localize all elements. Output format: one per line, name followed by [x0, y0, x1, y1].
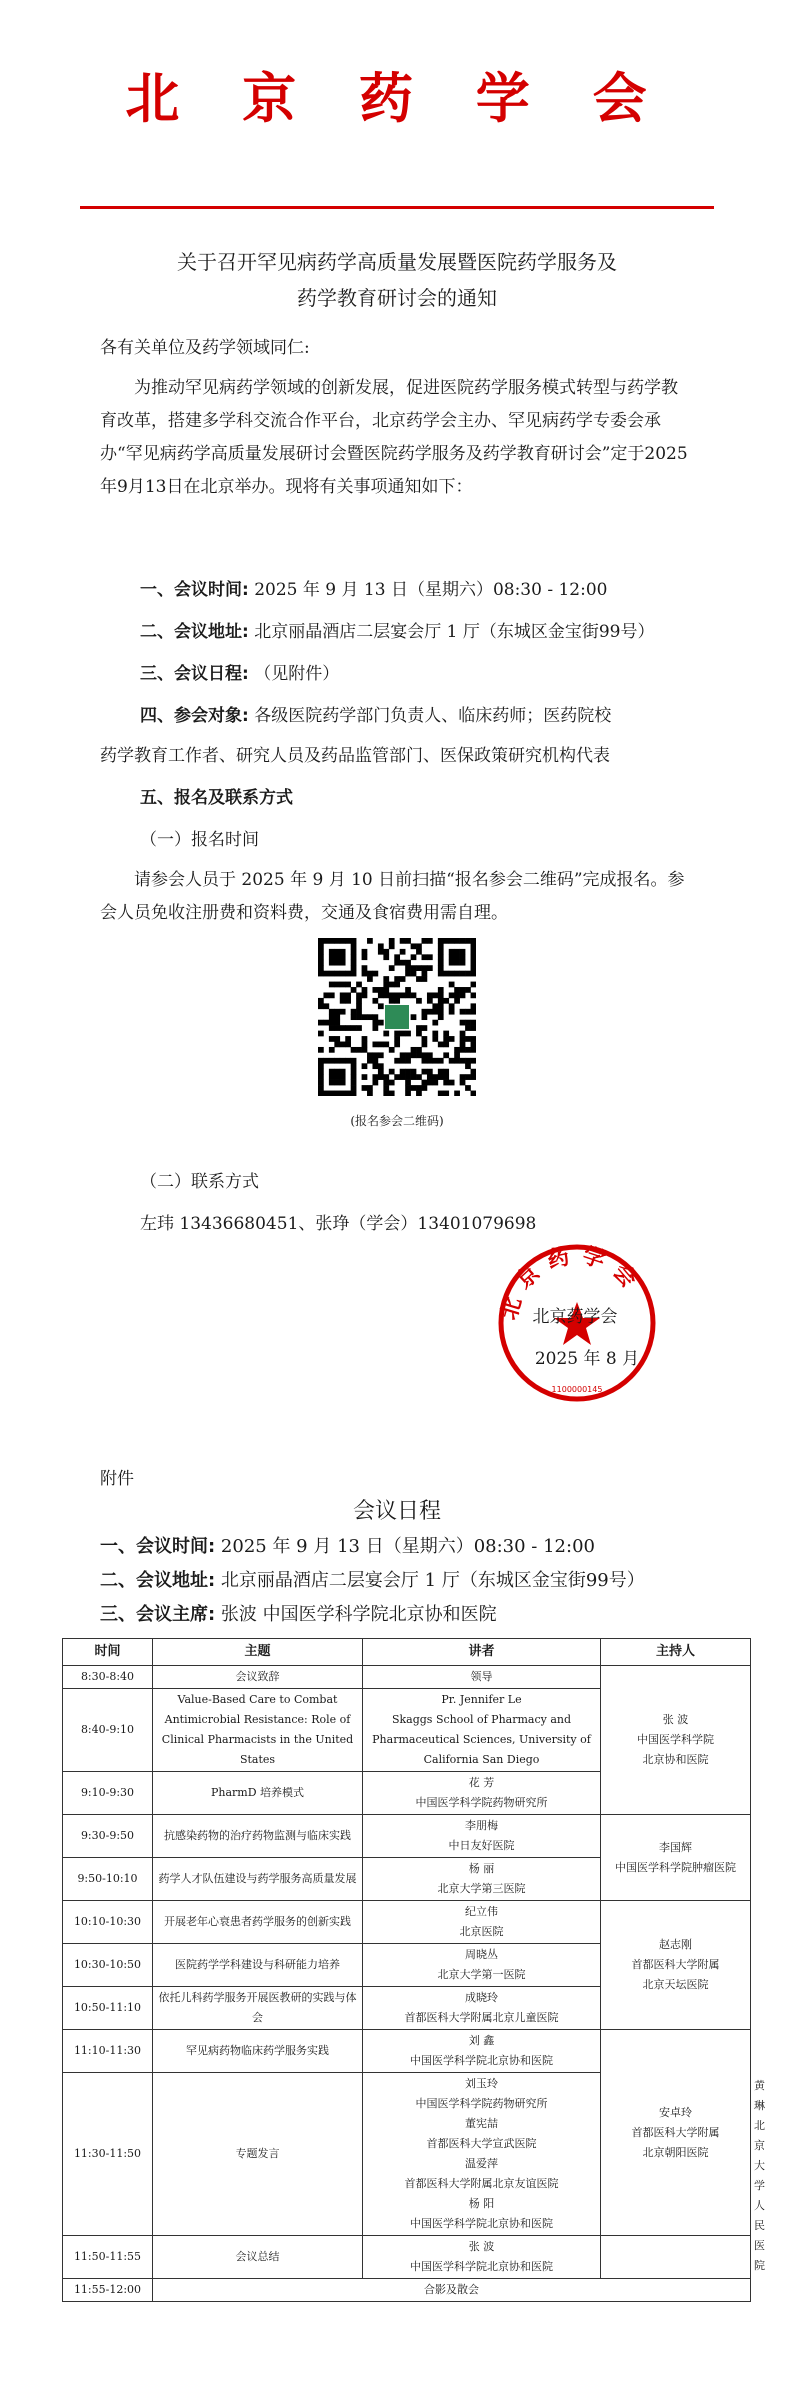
- cell-topic: 药学人才队伍建设与药学服务高质量发展: [153, 1858, 363, 1901]
- cell-topic: PharmD 培养模式: [153, 1772, 363, 1815]
- cell-topic: 合影及散会: [153, 2279, 751, 2302]
- item-value: （见附件）: [248, 664, 340, 684]
- cell-time: 8:30-8:40: [63, 1666, 153, 1689]
- cell-time: 8:40-9:10: [63, 1689, 153, 1772]
- cell-time: 10:50-11:10: [63, 1987, 153, 2030]
- red-divider: [80, 206, 714, 209]
- schedule-row: [63, 2030, 751, 2073]
- registration-qr-code[interactable]: [318, 938, 476, 1096]
- schedule-header-row: [63, 1639, 751, 1666]
- cell-time: 10:10-10:30: [63, 1901, 153, 1944]
- schedule-row: [63, 2279, 751, 2302]
- sub-contact: （二）联系方式: [140, 1172, 259, 1192]
- document-title: [80, 244, 714, 316]
- cell-speaker: 李朋梅 中日友好医院: [363, 1815, 601, 1858]
- document-title-line-2: 药学教育研讨会的通知: [297, 286, 497, 310]
- cell-time: 11:50-11:55: [63, 2236, 153, 2279]
- annex-meeting-chair: [100, 1600, 497, 1630]
- cell-topic: 开展老年心衰患者药学服务的创新实践: [153, 1901, 363, 1944]
- signature-org: 北京药学会: [532, 1307, 618, 1327]
- item-value: 各级医院药学部门负责人、临床药师；医药院校: [248, 706, 612, 726]
- cell-topic: 医院药学学科建设与科研能力培养: [153, 1944, 363, 1987]
- item-attendees-continued: 药学教育工作者、研究人员及药品监管部门、医保政策研究机构代表: [100, 746, 610, 766]
- cell-topic: 会议致辞: [153, 1666, 363, 1689]
- cell-time: 11:55-12:00: [63, 2279, 153, 2302]
- info-label: 三、会议主席:: [100, 1604, 216, 1625]
- cell-host: 赵志刚 首都医科大学附属 北京天坛医院: [601, 1901, 751, 2030]
- header-time: 时间: [63, 1639, 153, 1666]
- cell-topic: 会议总结: [153, 2236, 363, 2279]
- item-label: 五、报名及联系方式: [140, 788, 293, 808]
- cell-topic: 抗感染药物的治疗药物监测与临床实践: [153, 1815, 363, 1858]
- signature-date: 2025 年 8 月: [534, 1349, 640, 1369]
- cell-topic: Value-Based Care to Combat Antimicrobial Resistance: Role of Clinical Pharmacists in the United States: [153, 1689, 363, 1772]
- seal-ring-text: 北京药学会: [496, 1242, 648, 1323]
- cell-time: 10:30-10:50: [63, 1944, 153, 1987]
- info-label: 二、会议地址:: [100, 1570, 216, 1591]
- header-speaker: 讲者: [363, 1639, 601, 1666]
- cell-topic: 罕见病药物临床药学服务实践: [153, 2030, 363, 2073]
- cell-time: 11:10-11:30: [63, 2030, 153, 2073]
- cell-time: 9:30-9:50: [63, 1815, 153, 1858]
- cell-speaker: 周晓丛 北京大学第一医院: [363, 1944, 601, 1987]
- cell-speaker: 纪立伟 北京医院: [363, 1901, 601, 1944]
- cell-speaker: 领导: [363, 1666, 601, 1689]
- intro-paragraph: 为推动罕见病药学领域的创新发展，促进医院药学服务模式转型与药学教育改革，搭建多学科交流合作平台，北京药学会主办、罕见病药学专委会承办“罕见病药学高质量发展研讨会暨医院药学服务及药学教育研讨会”定于2025年9月13日在北京举办。现将有关事项通知如下：: [100, 378, 688, 497]
- cell-host: 张 波 中国医学科学院 北京协和医院: [601, 1666, 751, 1815]
- item-value: 北京丽晶酒店二层宴会厅 1 厅（东城区金宝街99号）: [248, 622, 655, 642]
- schedule-row: [63, 1901, 751, 1944]
- seal-number: 1100000145: [551, 1385, 603, 1394]
- cell-time: 9:50-10:10: [63, 1858, 153, 1901]
- info-value: 2025 年 9 月 13 日（星期六）08:30 - 12:00: [215, 1536, 595, 1557]
- cell-topic: 依托儿科药学服务开展医教研的实践与体会: [153, 1987, 363, 2030]
- org-title: 北 京 药 学 会: [125, 67, 669, 130]
- info-label: 一、会议时间:: [100, 1536, 216, 1557]
- item-label: 一、会议时间:: [140, 580, 249, 600]
- info-value: 北京丽晶酒店二层宴会厅 1 厅（东城区金宝街99号）: [215, 1570, 645, 1591]
- schedule-table: [62, 1638, 765, 2302]
- item-label: 四、参会对象:: [140, 706, 249, 726]
- item-meeting-address: [140, 616, 654, 649]
- cell-speaker: 成晓玲 首都医科大学附属北京儿童医院: [363, 1987, 601, 2030]
- contact-info: 左玮 13436680451、张琤（学会）13401079698: [140, 1214, 537, 1234]
- cell-speaker: 刘 鑫 中国医学科学院北京协和医院: [363, 2030, 601, 2073]
- item-label: 三、会议日程:: [140, 664, 249, 684]
- annex-meeting-time: [100, 1532, 595, 1562]
- header-host: 主持人: [601, 1639, 751, 1666]
- document-title-line-1: 关于召开罕见病药学高质量发展暨医院药学服务及: [177, 250, 617, 274]
- schedule-title: 会议日程: [352, 1499, 441, 1524]
- cell-speaker: 张 波 中国医学科学院北京协和医院: [363, 2236, 601, 2279]
- item-label: 二、会议地址:: [140, 622, 249, 642]
- cell-host: 李国辉 中国医学科学院肿瘤医院: [601, 1815, 751, 1901]
- qr-logo-icon: [385, 1005, 409, 1029]
- item-meeting-time: [140, 574, 607, 607]
- registration-text: 请参会人员于 2025 年 9 月 10 日前扫描“报名参会二维码”完成报名。参会人员免收注册费和资料费，交通及食宿费用需自理。: [100, 870, 685, 923]
- cell-speaker: 杨 丽 北京大学第三医院: [363, 1858, 601, 1901]
- item-registration-heading: [140, 782, 293, 815]
- schedule-row: 11:30-11:50 专题发言 刘玉玲 中国医学科学院药物研究所 董宪喆 首都医科大学宣武医院 温爱萍 首都医科大学附属北京友谊医院 杨 阳 中国医学科学院北京协和医院 黄 琳 北京大学人民医院: [63, 2073, 751, 2236]
- cell-topic: 专题发言: [153, 2073, 363, 2236]
- cell-speaker: 花 芳 中国医学科学院药物研究所: [363, 1772, 601, 1815]
- item-meeting-agenda: [140, 658, 339, 691]
- cell-speaker: 刘玉玲 中国医学科学院药物研究所 董宪喆 首都医科大学宣武医院 温爱萍 首都医科大学附属北京友谊医院 杨 阳 中国医学科学院北京协和医院: [363, 2073, 601, 2236]
- cell-host: 安卓玲 首都医科大学附属 北京朝阳医院: [601, 2030, 751, 2236]
- item-value: 2025 年 9 月 13 日（星期六）08:30 - 12:00: [248, 580, 608, 600]
- cell-time: 9:10-9:30: [63, 1772, 153, 1815]
- schedule-row: [63, 2236, 751, 2279]
- qr-caption: (报名参会二维码): [350, 1114, 444, 1128]
- salutation: 各有关单位及药学领域同仁:: [100, 338, 310, 358]
- header-topic: 主题: [153, 1639, 363, 1666]
- info-value: 张波 中国医学科学院北京协和医院: [215, 1604, 497, 1625]
- cell-speaker: Pr. Jennifer Le Skaggs School of Pharmacy and Pharmaceutical Sciences, University of California San Diego: [363, 1689, 601, 1772]
- item-attendees: [140, 700, 700, 733]
- schedule-row: [63, 1666, 751, 1689]
- annex-label: 附件: [100, 1469, 134, 1489]
- annex-meeting-address: [100, 1566, 645, 1596]
- schedule-row: [63, 1815, 751, 1858]
- cell-time: 11:30-11:50: [63, 2073, 153, 2236]
- sub-registration-time: （一）报名时间: [140, 830, 259, 850]
